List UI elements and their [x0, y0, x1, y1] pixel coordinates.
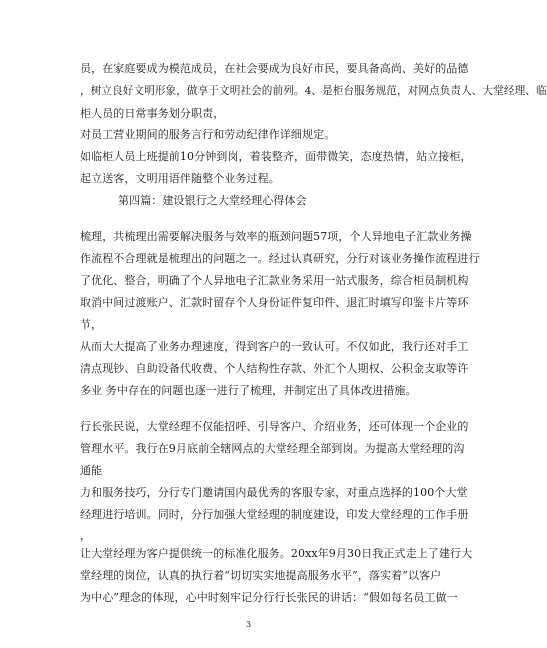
text-line: 通能: [80, 464, 103, 477]
text-line: ，: [80, 529, 92, 542]
section-heading: 第四篇：建设银行之大堂经理心得体会: [118, 194, 307, 207]
text-line: 了优化、整合，明确了个人异地电子汇款业务采用一站式服务，综合柜员制机构: [80, 274, 469, 287]
text-line: 经理进行培训。同时，分行加强大堂经理的制度建设，印发大堂经理的工作手册: [80, 508, 469, 521]
text-line: 取消中间过渡账户、汇款时留存个人身份证件复印件、退汇时填写印鉴卡片等环: [80, 296, 469, 309]
text-line: 柜人员的日常事务划分职责，: [80, 107, 225, 120]
text-line: 力和服务技巧，分行专门邀请国内最优秀的客服专家，对重点选择的100个大堂: [80, 486, 468, 499]
text-line: 清点现钞、自助设备代收费、个人结构性存款、外汇个人期权、公积金支取等许: [80, 362, 469, 375]
text-line: 梳理，共梳理出需要解决服务与效率的瓶颈问题57项，个人异地电子汇款业务操: [80, 230, 472, 243]
text-line: ，树立良好文明形象，做享于文明社会的前列。4、是柜台服务规范，对网点负责人、大堂经理、临: [80, 85, 547, 97]
text-line: 节，: [80, 318, 103, 331]
text-line: 堂经理的岗位，认真的执行着“切切实实地提高服务水平”，落实着“以客户: [80, 569, 442, 582]
text-line: 从而大大提高了业务办理速度，得到客户的一致认可。不仅如此，我行还对手工: [80, 340, 469, 353]
text-line: 多业 务中存在的问题也逐一进行了梳理，并制定出了具体改进措施。: [80, 384, 417, 397]
text-line: 对员工营业期间的服务言行和劳动纪律作详细规定。: [80, 128, 336, 141]
page-number: 3: [246, 620, 252, 629]
text-line: 为中心”理念的体现，心中时刻牢记分行行长张民的讲话：“假如每名员工做一: [80, 591, 458, 604]
text-line: 行长张民说，大堂经理不仅能招呼、引导客户、介绍业务，还可体现一个企业的: [80, 420, 469, 433]
text-line: 起立送客，文明用语伴随整个业务过程。: [80, 172, 280, 185]
text-line: 如临柜人员上班提前10分钟到岗，着装整齐，面带微笑，态度热情，站立接柜，: [80, 150, 472, 163]
text-line: 管理水平。我行在9月底前全辖网点的大堂经理全部到岗。为提高大堂经理的沟: [80, 442, 465, 455]
text-line: 让大堂经理为客户提供统一的标准化服务。20xx年9月30日我正式走上了建行大: [80, 547, 473, 560]
text-line: 作流程不合理就是梳理出的问题之一。经过认真研究，分行对该业务操作流程进行: [80, 252, 480, 265]
text-line: 员，在家庭要成为模范成员，在社会要成为良好市民，要具备高尚、美好的品德: [80, 62, 469, 75]
